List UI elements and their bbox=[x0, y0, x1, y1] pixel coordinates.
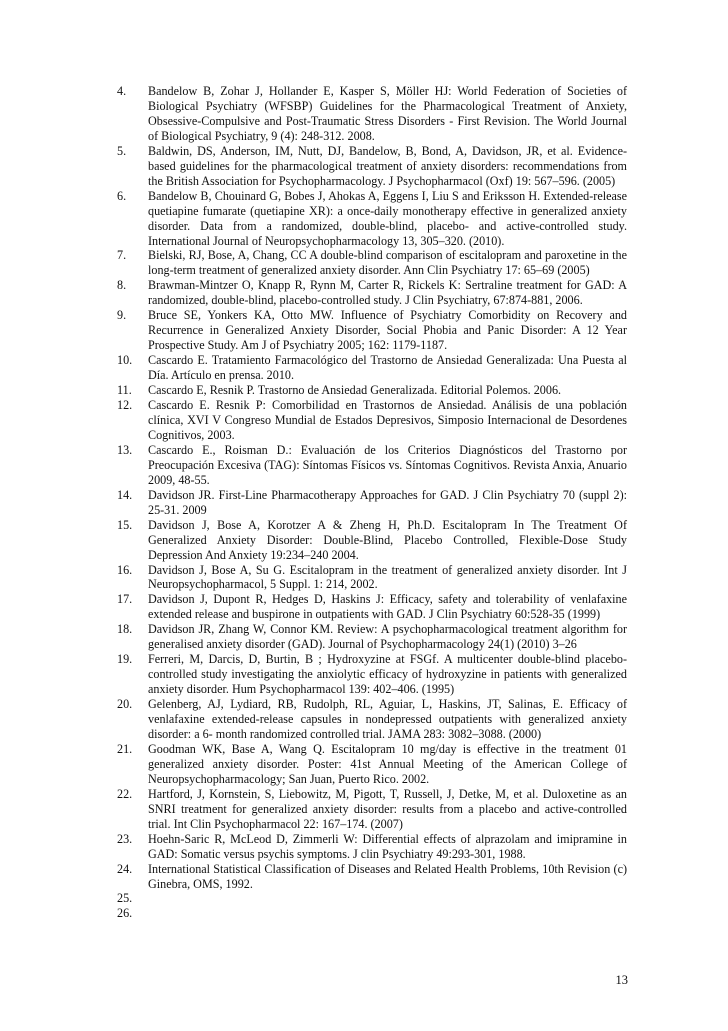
reference-text: Cascardo E. Tratamiento Farmacológico del Trastorno de Ansiedad Generalizada: Una Puesta al Día. Artículo en prensa. 2010. bbox=[148, 353, 627, 383]
reference-item bbox=[117, 787, 627, 832]
reference-text: Goodman WK, Base A, Wang Q. Escitalopram 10 mg/day is effective in the treatment 01 generalized anxiety disorder. Poster: 41st Annual Meeting of the American College of Neuropsychopharmacology; San Juan, Puerto Rico. 2002. bbox=[148, 741, 627, 786]
reference-text: International Statistical Classification of Diseases and Related Health Problems, 10th Revision (c) Ginebra, OMS, 1992. bbox=[148, 861, 627, 891]
reference-number: 18. bbox=[117, 622, 133, 637]
reference-number: 14. bbox=[117, 487, 133, 502]
reference-text: Cascardo E., Roisman D.: Evaluación de los Criterios Diagnósticos del Trastorno por Preocupación Excesiva (TAG): Síntomas Físicos vs. Síntomas Cognitivos. Revista Anxia, Anuario 2009, 48-55. bbox=[148, 442, 627, 487]
reference-number: 16. bbox=[117, 562, 133, 577]
reference-item bbox=[117, 832, 627, 862]
reference-item bbox=[117, 353, 627, 383]
reference-number: 9. bbox=[117, 308, 127, 323]
reference-item bbox=[117, 308, 627, 353]
reference-number: 15. bbox=[117, 517, 133, 532]
reference-text: Brawman-Mintzer O, Knapp R, Rynn M, Carter R, Rickels K: Sertraline treatment for GAD: A randomized, double-blind, placebo-controlled study. J Clin Psychiatry, 67:874-881, 2006. bbox=[148, 278, 627, 308]
reference-number: 17. bbox=[117, 592, 133, 607]
reference-item bbox=[117, 592, 627, 622]
reference-text: Davidson J, Bose A, Korotzer A & Zheng H, Ph.D. Escitalopram In The Treatment Of Generalized Anxiety Disorder: Double-Blind, Placebo Controlled, Flexible-Dose Study Depression And Anxiety 19:234–240 2004. bbox=[148, 517, 627, 562]
reference-number: 23. bbox=[117, 831, 133, 846]
reference-item bbox=[117, 189, 627, 249]
reference-number: 4. bbox=[117, 84, 127, 98]
reference-text: Ferreri, M, Darcis, D, Burtin, B ; Hydroxyzine at FSGf. A multicenter double-blind placebo-controlled study investigating the anxiolytic efficacy of hydroxyzine in patients with generalized anxiety disorder. Hum Psychopharmacol 139: 402–406. (1995) bbox=[148, 652, 627, 697]
reference-item bbox=[117, 697, 627, 742]
reference-number: 21. bbox=[117, 741, 133, 756]
reference-item bbox=[117, 383, 627, 398]
reference-list bbox=[117, 84, 627, 921]
reference-item bbox=[117, 906, 627, 921]
reference-item bbox=[117, 398, 627, 443]
reference-text bbox=[148, 891, 627, 906]
reference-item bbox=[117, 622, 627, 652]
reference-text: Hartford, J, Kornstein, S, Liebowitz, M, Pigott, T, Russell, J, Detke, M, et al. Duloxetine as an SNRI treatment for generalized anxiety disorder: results from a placebo and active-controlled trial. Int Clin Psychopharmacol 22: 167–174. (2007) bbox=[148, 786, 627, 831]
reference-number: 7. bbox=[117, 248, 127, 263]
reference-number: 8. bbox=[117, 278, 127, 293]
reference-text bbox=[148, 906, 627, 921]
reference-item bbox=[117, 518, 627, 563]
reference-text: Bandelow B, Chouinard G, Bobes J, Ahokas A, Eggens I, Liu S and Eriksson H. Extended-release quetiapine fumarate (quetiapine XR): a once-daily monotherapy effective in generalized anxiety disorder. Data from a randomized, double-blind, placebo- and active-controlled study. International Journal of Neuropsychopharmacology 13, 305–320. (2010). bbox=[148, 188, 627, 248]
reference-text: Davidson JR, Zhang W, Connor KM. Review: A psychopharmacological treatment algorithm for generalised anxiety disorder (GAD). Journal of Psychopharmacology 24(1) (2010) 3–26 bbox=[148, 622, 627, 652]
reference-item bbox=[117, 652, 627, 697]
reference-text: Cascardo E, Resnik P. Trastorno de Ansiedad Generalizada. Editorial Polemos. 2006. bbox=[148, 383, 562, 398]
reference-text: Baldwin, DS, Anderson, IM, Nutt, DJ, Bandelow, B, Bond, A, Davidson, JR, et al. Evidence-based guidelines for the pharmacological treatment of anxiety disorders: recommendations from the British Association for Psychopharmacology. J Psychopharmacol (Oxf) 19: 567–596. (2005) bbox=[148, 143, 627, 188]
reference-text: Cascardo E. Resnik P: Comorbilidad en Trastornos de Ansiedad. Análisis de una población clínica, XVI V Congreso Mundial de Estados Depresivos, Simposio Internacional de Desordenes Cognitivos, 2003. bbox=[148, 398, 627, 442]
reference-item bbox=[117, 862, 627, 892]
reference-number: 22. bbox=[117, 786, 133, 801]
reference-item bbox=[117, 488, 627, 518]
reference-number: 20. bbox=[117, 697, 133, 712]
reference-item bbox=[117, 742, 627, 787]
reference-text: Gelenberg, AJ, Lydiard, RB, Rudolph, RL, Aguiar, L, Haskins, JT, Salinas, E. Efficacy of venlafaxine extended-release capsules in nondepressed outpatients with generalized anxiety disorder: a 6- month randomized controlled trial. JAMA 283: 3082–3088. (2000) bbox=[148, 697, 627, 741]
reference-item bbox=[117, 84, 627, 144]
reference-number: 6. bbox=[117, 188, 127, 203]
reference-text: Hoehn-Saric R, McLeod D, Zimmerli W: Differential effects of alprazolam and imipramine in GAD: Somatic versus psychis symptoms. J clin Psychiatry 49:293-301, 1988. bbox=[148, 831, 627, 861]
reference-item bbox=[117, 891, 627, 906]
reference-number: 13. bbox=[117, 442, 133, 457]
reference-number: 19. bbox=[117, 652, 133, 667]
reference-item bbox=[117, 248, 627, 278]
reference-text: Davidson JR. First-Line Pharmacotherapy Approaches for GAD. J Clin Psychiatry 70 (suppl 2): 25-31. 2009 bbox=[148, 487, 627, 517]
reference-number: 12. bbox=[117, 398, 133, 413]
reference-text: Davidson J, Dupont R, Hedges D, Haskins J: Efficacy, safety and tolerability of venlafaxine extended release and buspirone in outpatients with GAD. J Clin Psychiatry 60:528-35 (1999) bbox=[148, 592, 627, 622]
reference-number: 24. bbox=[117, 861, 133, 876]
reference-item bbox=[117, 443, 627, 488]
reference-item bbox=[117, 563, 627, 593]
reference-text: Bandelow B, Zohar J, Hollander E, Kasper S, Möller HJ: World Federation of Societies of Biological Psychiatry (WFSBP) Guidelines for the Pharmacological Treatment of Anxiety, Obsessive-Compulsive and Post-Traumatic Stress Disorders - First Revision. The World Journal of Biological Psychiatry, 9 (4): 248-312. 2008. bbox=[148, 84, 627, 143]
reference-text: Davidson J, Bose A, Su G. Escitalopram in the treatment of generalized anxiety disorder. Int J Neuropsychopharmacol, 5 Suppl. 1: 214, 2002. bbox=[148, 562, 627, 592]
page-number: 13 bbox=[615, 973, 628, 987]
reference-item bbox=[117, 278, 627, 308]
reference-text: Bruce SE, Yonkers KA, Otto MW. Influence of Psychiatry Comorbidity on Recovery and Recurrence in Generalized Anxiety Disorder, Social Phobia and Panic Disorder: A 12 Year Prospective Study. Am J of Psychiatry 2005; 162: 1179-1187. bbox=[148, 308, 627, 353]
reference-text: Bielski, RJ, Bose, A, Chang, CC A double-blind comparison of escitalopram and paroxetine in the long-term treatment of generalized anxiety disorder. Ann Clin Psychiatry 17: 65–69 (2005) bbox=[148, 248, 627, 278]
reference-number: 11. bbox=[117, 383, 132, 398]
reference-item bbox=[117, 144, 627, 189]
reference-number: 10. bbox=[117, 353, 133, 368]
reference-number: 26. bbox=[117, 906, 133, 921]
reference-number: 5. bbox=[117, 143, 127, 158]
reference-number: 25. bbox=[117, 891, 133, 906]
